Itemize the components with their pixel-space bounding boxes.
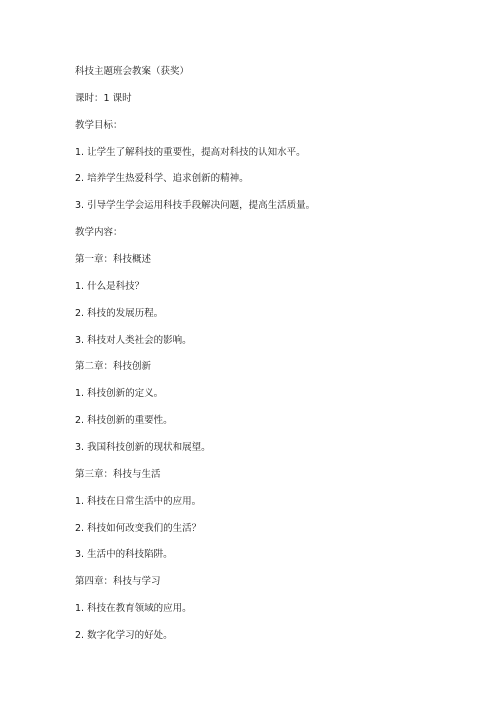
chapter-item: 2. 数字化学习的好处。 xyxy=(75,630,173,642)
class-hours: 课时：1 课时 xyxy=(75,92,132,104)
chapter-heading: 第二章：科技创新 xyxy=(75,361,152,373)
chapter-item: 2. 科技的发展历程。 xyxy=(75,307,164,319)
chapter-heading: 第一章：科技概述 xyxy=(75,254,152,266)
objective-item: 1. 让学生了解科技的重要性，提高对科技的认知水平。 xyxy=(75,146,306,158)
chapter-item: 1. 科技在教育领域的应用。 xyxy=(75,603,192,615)
section-heading-content: 教学内容： xyxy=(75,227,123,239)
objective-item: 3. 引导学生学会运用科技手段解决问题，提高生活质量。 xyxy=(75,200,316,212)
chapter-heading: 第三章：科技与生活 xyxy=(75,468,161,480)
chapter-item: 3. 科技对人类社会的影响。 xyxy=(75,334,192,346)
chapter-item: 1. 什么是科技？ xyxy=(75,280,145,292)
chapter-heading: 第四章：科技与学习 xyxy=(75,576,161,588)
chapter-item: 3. 我国科技创新的现状和展望。 xyxy=(75,442,211,454)
section-heading-objectives: 教学目标： xyxy=(75,119,123,131)
chapter-item: 3. 生活中的科技陷阱。 xyxy=(75,549,173,561)
chapter-item: 2. 科技创新的重要性。 xyxy=(75,415,173,427)
chapter-item: 1. 科技在日常生活中的应用。 xyxy=(75,495,202,507)
objective-item: 2. 培养学生热爱科学、追求创新的精神。 xyxy=(75,173,249,185)
document-body xyxy=(75,66,475,657)
chapter-item: 1. 科技创新的定义。 xyxy=(75,388,164,400)
document-title: 科技主题班会教案（获奖） xyxy=(75,66,190,77)
chapter-item: 2. 科技如何改变我们的生活？ xyxy=(75,522,202,534)
